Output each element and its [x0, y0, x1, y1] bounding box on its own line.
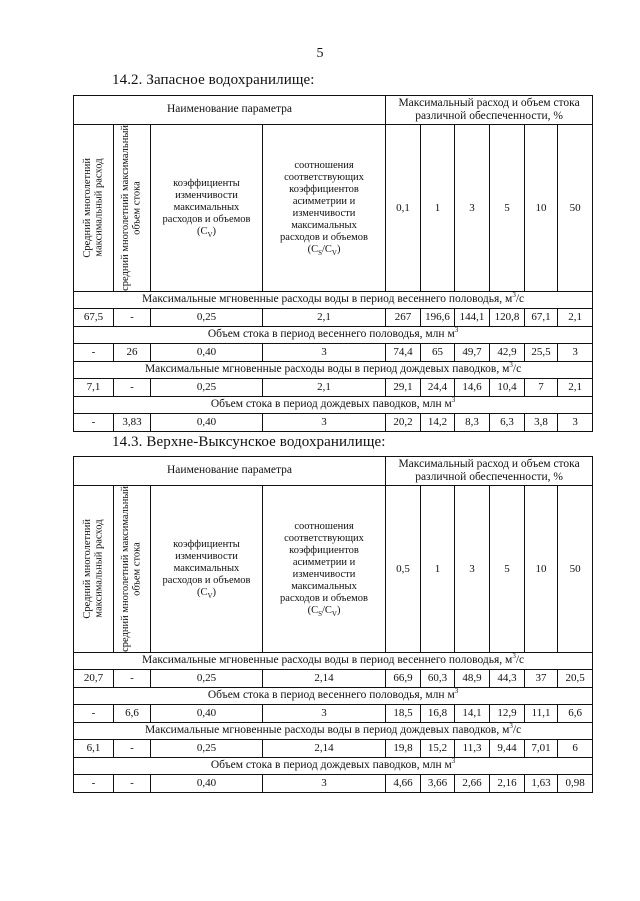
table-cell: 6,6	[114, 704, 151, 722]
prob-header: 5	[490, 486, 525, 653]
table-row	[74, 704, 593, 722]
table-cell: 0,25	[151, 308, 263, 326]
table-cell: 0,25	[151, 669, 263, 687]
section-title-14-2: 14.2. Запасное водохранилище:	[112, 72, 315, 88]
table-cell: 10,4	[490, 378, 525, 396]
table-cell: 144,1	[455, 308, 490, 326]
table-cell: 60,3	[421, 669, 455, 687]
cs-cv-header: соотношения соответствующих коэффициентов асимметрии и изменчивости максимальных расходов и объемов $(C_S/C_V)$	[263, 486, 386, 653]
table-zapasnoe	[73, 95, 593, 432]
table-cell: 12,9	[490, 704, 525, 722]
table-cell: 7	[525, 378, 558, 396]
table-cell: 0,40	[151, 343, 263, 361]
table-cell: 6	[558, 739, 593, 757]
table-cell: 2,14	[263, 669, 386, 687]
param-name-header: Наименование параметра	[74, 457, 386, 486]
prob-header: 1	[421, 125, 455, 292]
table-cell: 3	[263, 413, 386, 431]
table-cell: 3	[263, 343, 386, 361]
table-cell: 6,3	[490, 413, 525, 431]
table-cell: 8,3	[455, 413, 490, 431]
table-cell: 0,25	[151, 739, 263, 757]
table-cell: 9,44	[490, 739, 525, 757]
mean-flow-header: Средний многолетний максимальный расход	[74, 125, 114, 292]
table-row	[74, 378, 593, 396]
table-cell: 48,9	[455, 669, 490, 687]
table-row	[74, 413, 593, 431]
table-cell: 0,40	[151, 774, 263, 792]
table-row	[74, 308, 593, 326]
section-label: Максимальные мгновенные расходы воды в период дождевых паводков, $м^3/с$	[74, 361, 593, 378]
prob-header: 10	[525, 125, 558, 292]
table-cell: 0,40	[151, 413, 263, 431]
section-label: Объем стока в период весеннего половодья, млн $м^3$	[74, 687, 593, 704]
table-cell: 3,83	[114, 413, 151, 431]
prob-header: 50	[558, 125, 593, 292]
table-cell: 15,2	[421, 739, 455, 757]
table-cell: 0,98	[558, 774, 593, 792]
table-cell: 1,63	[525, 774, 558, 792]
table-cell: 14,6	[455, 378, 490, 396]
table-cell: -	[74, 774, 114, 792]
table-cell: 20,2	[386, 413, 421, 431]
table-cell: 66,9	[386, 669, 421, 687]
table-cell: 11,1	[525, 704, 558, 722]
table-row	[74, 739, 593, 757]
table-cell: -	[114, 739, 151, 757]
table-cell: 3	[263, 774, 386, 792]
cs-cv-header: соотношения соответствующих коэффициентов асимметрии и изменчивости максимальных расходов и объемов $(C_S/C_V)$	[263, 125, 386, 292]
table-cell: 25,5	[525, 343, 558, 361]
table-cell: 14,1	[455, 704, 490, 722]
section-label: Объем стока в период дождевых паводков, млн $м^3$	[74, 396, 593, 413]
mean-flow-header: Средний многолетний максимальный расход	[74, 486, 114, 653]
prob-header: 10	[525, 486, 558, 653]
prob-header: 3	[455, 125, 490, 292]
table-cell: 18,5	[386, 704, 421, 722]
section-label: Максимальные мгновенные расходы воды в период дождевых паводков, $м^3/с$	[74, 722, 593, 739]
table-cell: 2,1	[558, 378, 593, 396]
table-row	[74, 669, 593, 687]
table-cell: -	[114, 308, 151, 326]
table-cell: 74,4	[386, 343, 421, 361]
table-cell: 65	[421, 343, 455, 361]
section-label: Максимальные мгновенные расходы воды в период весеннего половодья, $м^3/с$	[74, 652, 593, 669]
table-cell: 2,16	[490, 774, 525, 792]
table-cell: 6,1	[74, 739, 114, 757]
table-cell: 3,8	[525, 413, 558, 431]
table-cell: 267	[386, 308, 421, 326]
section-label: Объем стока в период весеннего половодья, млн $м^3$	[74, 326, 593, 343]
max-flow-header: Максимальный расход и объем стока различной обеспеченности, %	[386, 457, 593, 486]
table-cell: 196,6	[421, 308, 455, 326]
section-title-14-3: 14.3. Верхне-Выксунское водохранилище:	[112, 434, 386, 450]
table-cell: 44,3	[490, 669, 525, 687]
table-cell: 2,14	[263, 739, 386, 757]
max-flow-header: Максимальный расход и объем стока различной обеспеченности, %	[386, 96, 593, 125]
table-row	[74, 343, 593, 361]
table-cell: -	[74, 413, 114, 431]
table-cell: 3,66	[421, 774, 455, 792]
table-cell: 3	[558, 413, 593, 431]
prob-header: 1	[421, 486, 455, 653]
table-cell: 120,8	[490, 308, 525, 326]
table-cell: 6,6	[558, 704, 593, 722]
table-cell: 3	[558, 343, 593, 361]
param-name-header: Наименование параметра	[74, 96, 386, 125]
table-cell: 2,1	[263, 308, 386, 326]
table-cell: 29,1	[386, 378, 421, 396]
table-cell: 2,66	[455, 774, 490, 792]
table-cell: 2,1	[558, 308, 593, 326]
table-row	[74, 774, 593, 792]
table-cell: 24,4	[421, 378, 455, 396]
table-cell: 0,40	[151, 704, 263, 722]
table-cell: -	[74, 343, 114, 361]
table-cell: 42,9	[490, 343, 525, 361]
mean-volume-header: средний многолетний максимальный объем стока	[114, 125, 151, 292]
table-cell: 19,8	[386, 739, 421, 757]
table-cell: 4,66	[386, 774, 421, 792]
table-cell: 16,8	[421, 704, 455, 722]
table-cell: 20,5	[558, 669, 593, 687]
section-label: Объем стока в период дождевых паводков, млн $м^3$	[74, 757, 593, 774]
table-cell: 37	[525, 669, 558, 687]
table-cell: 49,7	[455, 343, 490, 361]
table-cell: -	[74, 704, 114, 722]
prob-header: 50	[558, 486, 593, 653]
table-cell: 3	[263, 704, 386, 722]
mean-volume-header: средний многолетний максимальный объем стока	[114, 486, 151, 653]
table-cell: 67,1	[525, 308, 558, 326]
table-cell: -	[114, 378, 151, 396]
cv-header: коэффициенты изменчивости максимальных расходов и объемов $(C_V)$	[151, 486, 263, 653]
prob-header: 0,1	[386, 125, 421, 292]
table-cell: 11,3	[455, 739, 490, 757]
table-cell: -	[114, 774, 151, 792]
prob-header: 0,5	[386, 486, 421, 653]
table-verhne-vyksunskoe	[73, 456, 593, 793]
table-cell: 7,1	[74, 378, 114, 396]
section-label: Максимальные мгновенные расходы воды в период весеннего половодья, $м^3/с$	[74, 291, 593, 308]
table-cell: 67,5	[74, 308, 114, 326]
table-cell: -	[114, 669, 151, 687]
table-cell: 26	[114, 343, 151, 361]
prob-header: 5	[490, 125, 525, 292]
table-cell: 14,2	[421, 413, 455, 431]
table-cell: 2,1	[263, 378, 386, 396]
table-cell: 7,01	[525, 739, 558, 757]
table-cell: 20,7	[74, 669, 114, 687]
cv-header: коэффициенты изменчивости максимальных расходов и объемов $(C_V)$	[151, 125, 263, 292]
table-cell: 0,25	[151, 378, 263, 396]
page-number: 5	[316, 46, 324, 61]
prob-header: 3	[455, 486, 490, 653]
